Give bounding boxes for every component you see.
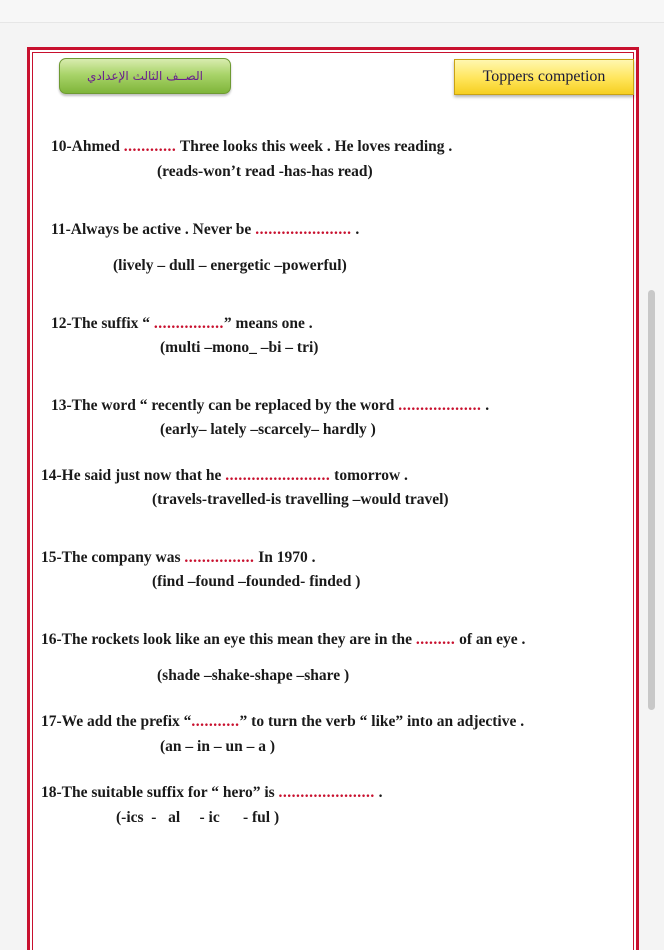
answer-blank: ........................ [225,467,331,484]
answer-blank: ......... [415,631,456,648]
competition-badge [454,59,634,95]
top-strip [0,0,664,23]
worksheet-frame [27,47,639,950]
question-15: 15-The company was ................ In 1970 . [41,549,316,566]
answer-blank: ...................... [278,784,375,801]
options-10: (reads-won’t read -has-has read) [157,163,373,180]
answer-blank: ........... [191,713,240,730]
question-10: 10-Ahmed ............ Three looks this week . He loves reading . [51,138,453,155]
question-16: 16-The rockets look like an eye this mean they are in the ......... of an eye . [41,631,526,648]
vertical-scrollbar[interactable] [648,290,655,710]
question-17: 17-We add the prefix “...........” to turn the verb “ like” into an adjective . [41,713,525,730]
options-13: (early– lately –scarcely– hardly ) [160,421,376,438]
answer-blank: ................... [398,397,482,414]
answer-blank: ............ [123,138,177,155]
options-15: (find –found –founded- finded ) [152,573,361,590]
options-14: (travels-travelled-is travelling –would travel) [152,491,449,508]
grade-badge [59,58,231,94]
question-18: 18-The suitable suffix for “ hero” is ...................... . [41,784,383,801]
options-16: (shade –shake-shape –share ) [157,667,350,684]
answer-blank: ...................... [255,221,352,238]
options-11: (lively – dull – energetic –powerful) [113,257,347,274]
question-13: 13-The word “ recently can be replaced by the word ................... . [51,397,490,414]
question-12: 12-The suffix “ ................” means one . [51,315,313,332]
answer-blank: ................ [184,549,255,566]
answer-blank: ................ [153,315,224,332]
competition-label: Toppers competion [482,68,606,85]
question-14: 14-He said just now that he ........................ tomorrow . [41,467,408,484]
grade-label: الصــف الثالث الإعدادي [87,69,203,83]
question-11: 11-Always be active . Never be ...................... . [51,221,360,238]
options-12: (multi –mono_ –bi – tri) [160,339,319,356]
options-17: (an – in – un – a ) [160,738,275,755]
options-18: (-ics - al - ic - ful ) [116,809,280,826]
